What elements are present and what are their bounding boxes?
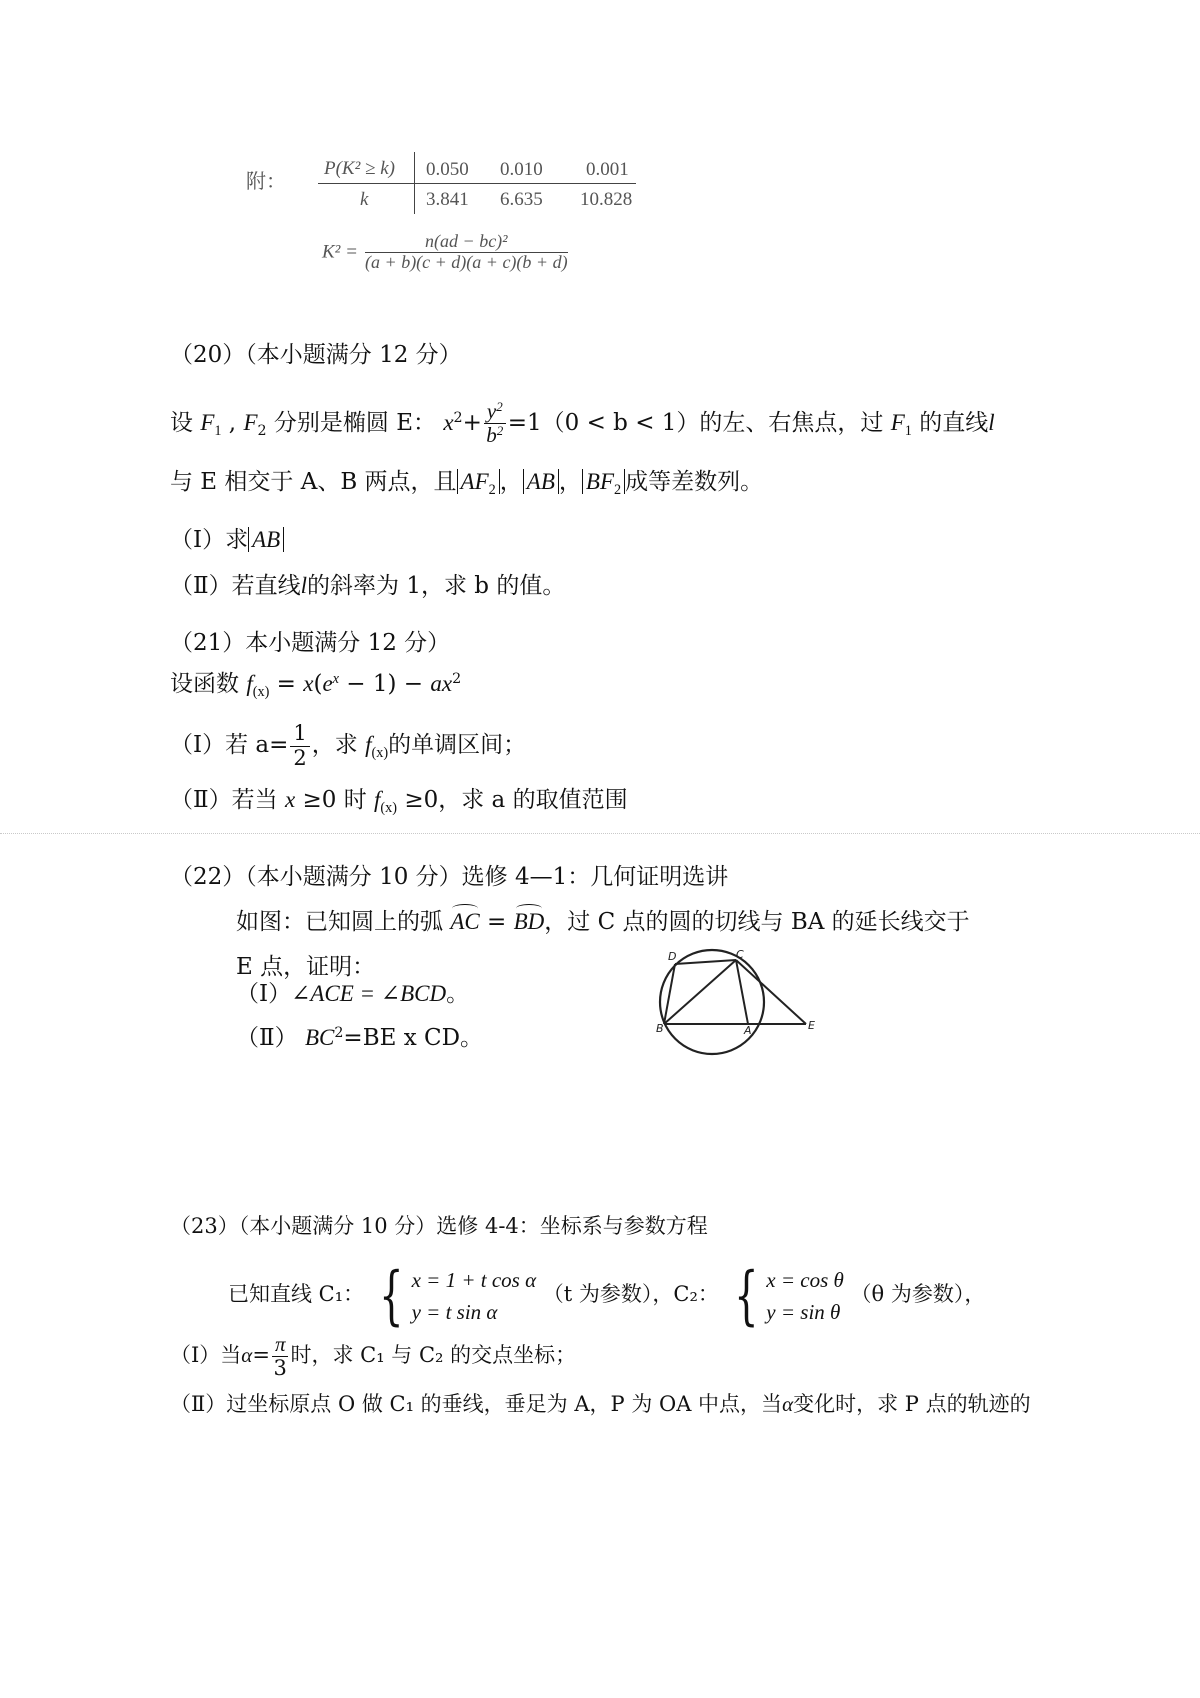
- q22-text: 如图：已知圆上的弧: [236, 909, 443, 935]
- circle-tangent-figure: [640, 940, 840, 1060]
- q21-line1: 设函数 $f_{(x)} = x(e^x - 1) - ax^2$: [170, 671, 462, 700]
- page-divider: [0, 833, 1200, 834]
- q23-part2: （Ⅱ）过坐标原点 O 做 C₁ 的垂线，垂足为 A，P 为 OA 中点，当α变化时，求 P 点的轨迹的: [170, 1392, 1031, 1416]
- q21-text: 的单调区间；: [388, 732, 527, 758]
- q23-text: （t 为参数），C₂：: [542, 1282, 719, 1306]
- chi-square-formula: [322, 232, 570, 273]
- c2-eq1: x = cos θ: [766, 1268, 844, 1293]
- table-cell: 3.841: [426, 189, 469, 210]
- figure-label-b: B: [656, 1022, 664, 1035]
- q21-text: （Ⅰ）若 a=: [170, 732, 289, 758]
- q23-part1: （Ⅰ）当α= $\frac{\pi}{3}$ 时，求 C₁ 与 C₂ 的交点坐标；: [170, 1331, 577, 1380]
- q20-text: 的斜率为 1，求 b 的值。: [307, 573, 566, 599]
- q20-part1: （Ⅰ）求 AB: [170, 528, 284, 552]
- table-cell: 0.001: [586, 159, 629, 180]
- table-cell: 0.050: [426, 159, 469, 180]
- q20-text: =1（0 < b < 1）的左、右焦点，过: [507, 409, 884, 436]
- table-cell: 0.010: [500, 159, 543, 180]
- q20-text: 成等差数列。: [625, 469, 764, 495]
- table-horizontal-rule: [318, 183, 636, 184]
- q22-part1: [236, 982, 469, 1006]
- c2-system: [766, 1264, 844, 1328]
- table-row-label: k: [360, 189, 369, 210]
- q20-text: 设: [170, 409, 193, 436]
- q22-angle-eq: ∠ACE = ∠BCD: [291, 981, 447, 1006]
- q22-text: 。: [446, 981, 470, 1007]
- figure-chord-dc: [675, 960, 736, 964]
- q20-text: （Ⅱ）若直线: [170, 573, 301, 599]
- q21-part1: （Ⅰ）若 a= $\frac{1}{2}$ ，求 $f_{(x)}$的单调区间；: [170, 721, 527, 770]
- q20-line2: 与 E 相交于 A、B 两点，且 $AF_2$ ， AB ， $BF_2$ 成等差数列。: [170, 469, 764, 498]
- table-header-label: P(K² ≥ k): [324, 158, 395, 179]
- q20-line1: 设 $F_1$ , $F_2$ 分别是椭圆 E： $x^2+$ $\frac{y^2}{b^2}$ =1（0 < b < 1）的左、右焦点，过 $F_1$ 的直线l: [170, 399, 995, 448]
- q21-text: 设函数: [170, 671, 239, 697]
- q20-heading: （20）（本小题满分 12 分）: [170, 342, 462, 368]
- q22-heading: （22）（本小题满分 10 分）选修 4—1：几何证明选讲: [170, 864, 729, 890]
- figure-label-a: A: [744, 1024, 752, 1037]
- figure-label-c: C: [736, 948, 744, 961]
- q22-part2: （Ⅱ） $BC^2=BE$ x CD。: [236, 1025, 484, 1051]
- q21-text: ，求: [311, 732, 358, 758]
- q23-line1: 已知直线 C₁： { x = 1 + t cos α y = t sin α （t 为参数），C₂： { x = cos θ y = sin θ （θ 为参数），: [228, 1259, 986, 1334]
- appendix-label: 附：: [246, 171, 286, 193]
- q23-text: 时，求 C₁ 与 C₂ 的交点坐标；: [290, 1343, 577, 1367]
- q21-text: ≥0 时: [302, 787, 367, 813]
- q22-line1: 如图：已知圆上的弧 AC = BD，过 C 点的圆的切线与 BA 的延长线交于: [236, 909, 970, 935]
- q20-text: 分别是椭圆 E：: [273, 409, 436, 436]
- q20-text: 的直线: [919, 409, 989, 436]
- q21-part2: （Ⅱ）若当 x ≥0 时 $f_{(x)} \ge 0$，求 a 的取值范围: [170, 787, 628, 816]
- q23-text: （Ⅱ）过坐标原点 O 做 C₁ 的垂线，垂足为 A，P 为 OA 中点，当: [170, 1392, 783, 1416]
- q22-line2: E 点，证明：: [236, 954, 376, 980]
- q20-text: 与 E 相交于 A、B 两点，且: [170, 469, 457, 495]
- c2-eq2: y = sin θ: [766, 1300, 841, 1325]
- q20-text: （Ⅰ）求: [170, 527, 249, 553]
- q21-text: （Ⅱ）若当: [170, 787, 278, 813]
- formula-denominator: (a + b)(c + d)(a + c)(b + d): [365, 251, 568, 272]
- q23-text: （θ 为参数），: [850, 1282, 986, 1306]
- q20-part2: （Ⅱ）若直线l的斜率为 1，求 b 的值。: [170, 573, 566, 599]
- c1-system: [412, 1264, 537, 1328]
- figure-label-e: E: [808, 1019, 815, 1032]
- q23-heading: （23）（本小题满分 10 分）选修 4-4：坐标系与参数方程: [170, 1214, 708, 1238]
- q22-text: （Ⅱ）: [236, 1025, 298, 1051]
- formula-fraction: [365, 232, 568, 273]
- q23-text: 已知直线 C₁：: [228, 1282, 365, 1306]
- figure-label-d: D: [668, 950, 677, 963]
- formula-lhs: K² =: [322, 241, 358, 263]
- c1-eq2: y = t sin α: [411, 1300, 498, 1325]
- c1-eq1: x = 1 + t cos α: [411, 1268, 537, 1293]
- q23-text: 变化时，求 P 点的轨迹的: [793, 1392, 1031, 1416]
- q21-text: ≥0，求 a 的取值范围: [404, 787, 628, 813]
- formula-numerator: n(ad − bc)²: [365, 232, 568, 253]
- q23-text: （Ⅰ）当: [170, 1343, 242, 1367]
- q22-text: ，过 C 点的圆的切线与 BA 的延长线交于: [544, 909, 970, 935]
- q21-heading: （21）本小题满分 12 分）: [170, 630, 451, 656]
- critical-value-table: [318, 152, 638, 214]
- table-cell: 6.635: [500, 189, 543, 210]
- table-cell: 10.828: [580, 189, 633, 210]
- q22-text: =BE x CD。: [343, 1025, 484, 1051]
- q22-text: （Ⅰ）: [236, 981, 292, 1007]
